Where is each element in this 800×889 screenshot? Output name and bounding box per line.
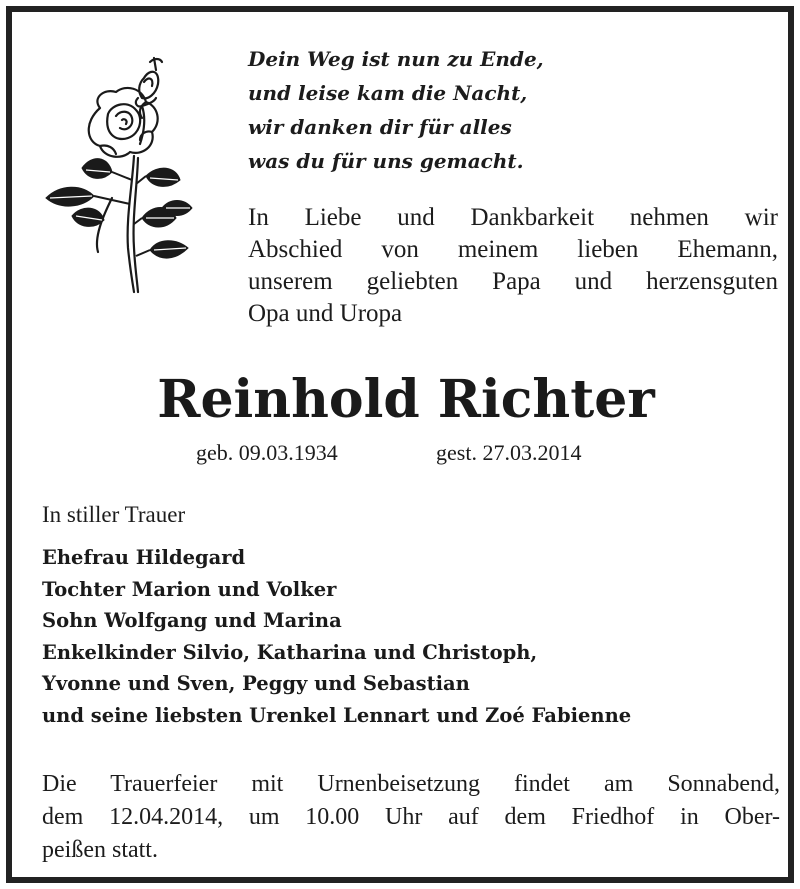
poem-line: was du für uns gemacht. <box>248 149 524 173</box>
mourner-line: Enkelkinder Silvio, Katharina und Christoph, <box>42 640 538 664</box>
intro-line: Abschied von meinem lieben Ehemann, <box>248 236 778 263</box>
obituary-notice <box>6 6 794 883</box>
mourners-list <box>42 542 782 731</box>
rose-icon <box>42 48 202 298</box>
mourner-line: und seine liebsten Urenkel Lennart und Zoé Fabienne <box>42 703 632 727</box>
mourning-label: In stiller Trauer <box>42 502 186 527</box>
poem <box>248 42 788 178</box>
service-line: Die Trauerfeier mit Urnenbeisetzung findet am Sonnabend, <box>42 771 780 797</box>
service-line: peißen statt. <box>42 837 158 863</box>
intro-line: Opa und Uropa <box>248 300 403 327</box>
mourner-line: Sohn Wolfgang und Marina <box>42 609 342 632</box>
death-date: gest. 27.03.2014 <box>436 440 582 465</box>
poem-line: Dein Weg ist nun zu Ende, <box>248 47 544 71</box>
intro-line: In Liebe und Dankbarkeit nehmen wir <box>248 204 778 231</box>
mourner-line: Ehefrau Hildegard <box>42 546 246 569</box>
poem-line: wir danken dir für alles <box>248 115 512 139</box>
service-info <box>42 768 780 867</box>
intro-line: unserem geliebten Papa und herzensguten <box>248 268 778 295</box>
service-line: dem 12.04.2014, um 10.00 Uhr auf dem Friedhof in Ober- <box>42 804 780 830</box>
deceased-name: Reinhold Richter <box>157 369 655 430</box>
poem-line: und leise kam die Nacht, <box>248 81 528 105</box>
mourner-line: Tochter Marion und Volker <box>42 577 337 601</box>
intro-text <box>248 202 778 330</box>
mourner-line: Yvonne und Sven, Peggy und Sebastian <box>42 672 470 695</box>
birth-date: geb. 09.03.1934 <box>196 440 338 465</box>
